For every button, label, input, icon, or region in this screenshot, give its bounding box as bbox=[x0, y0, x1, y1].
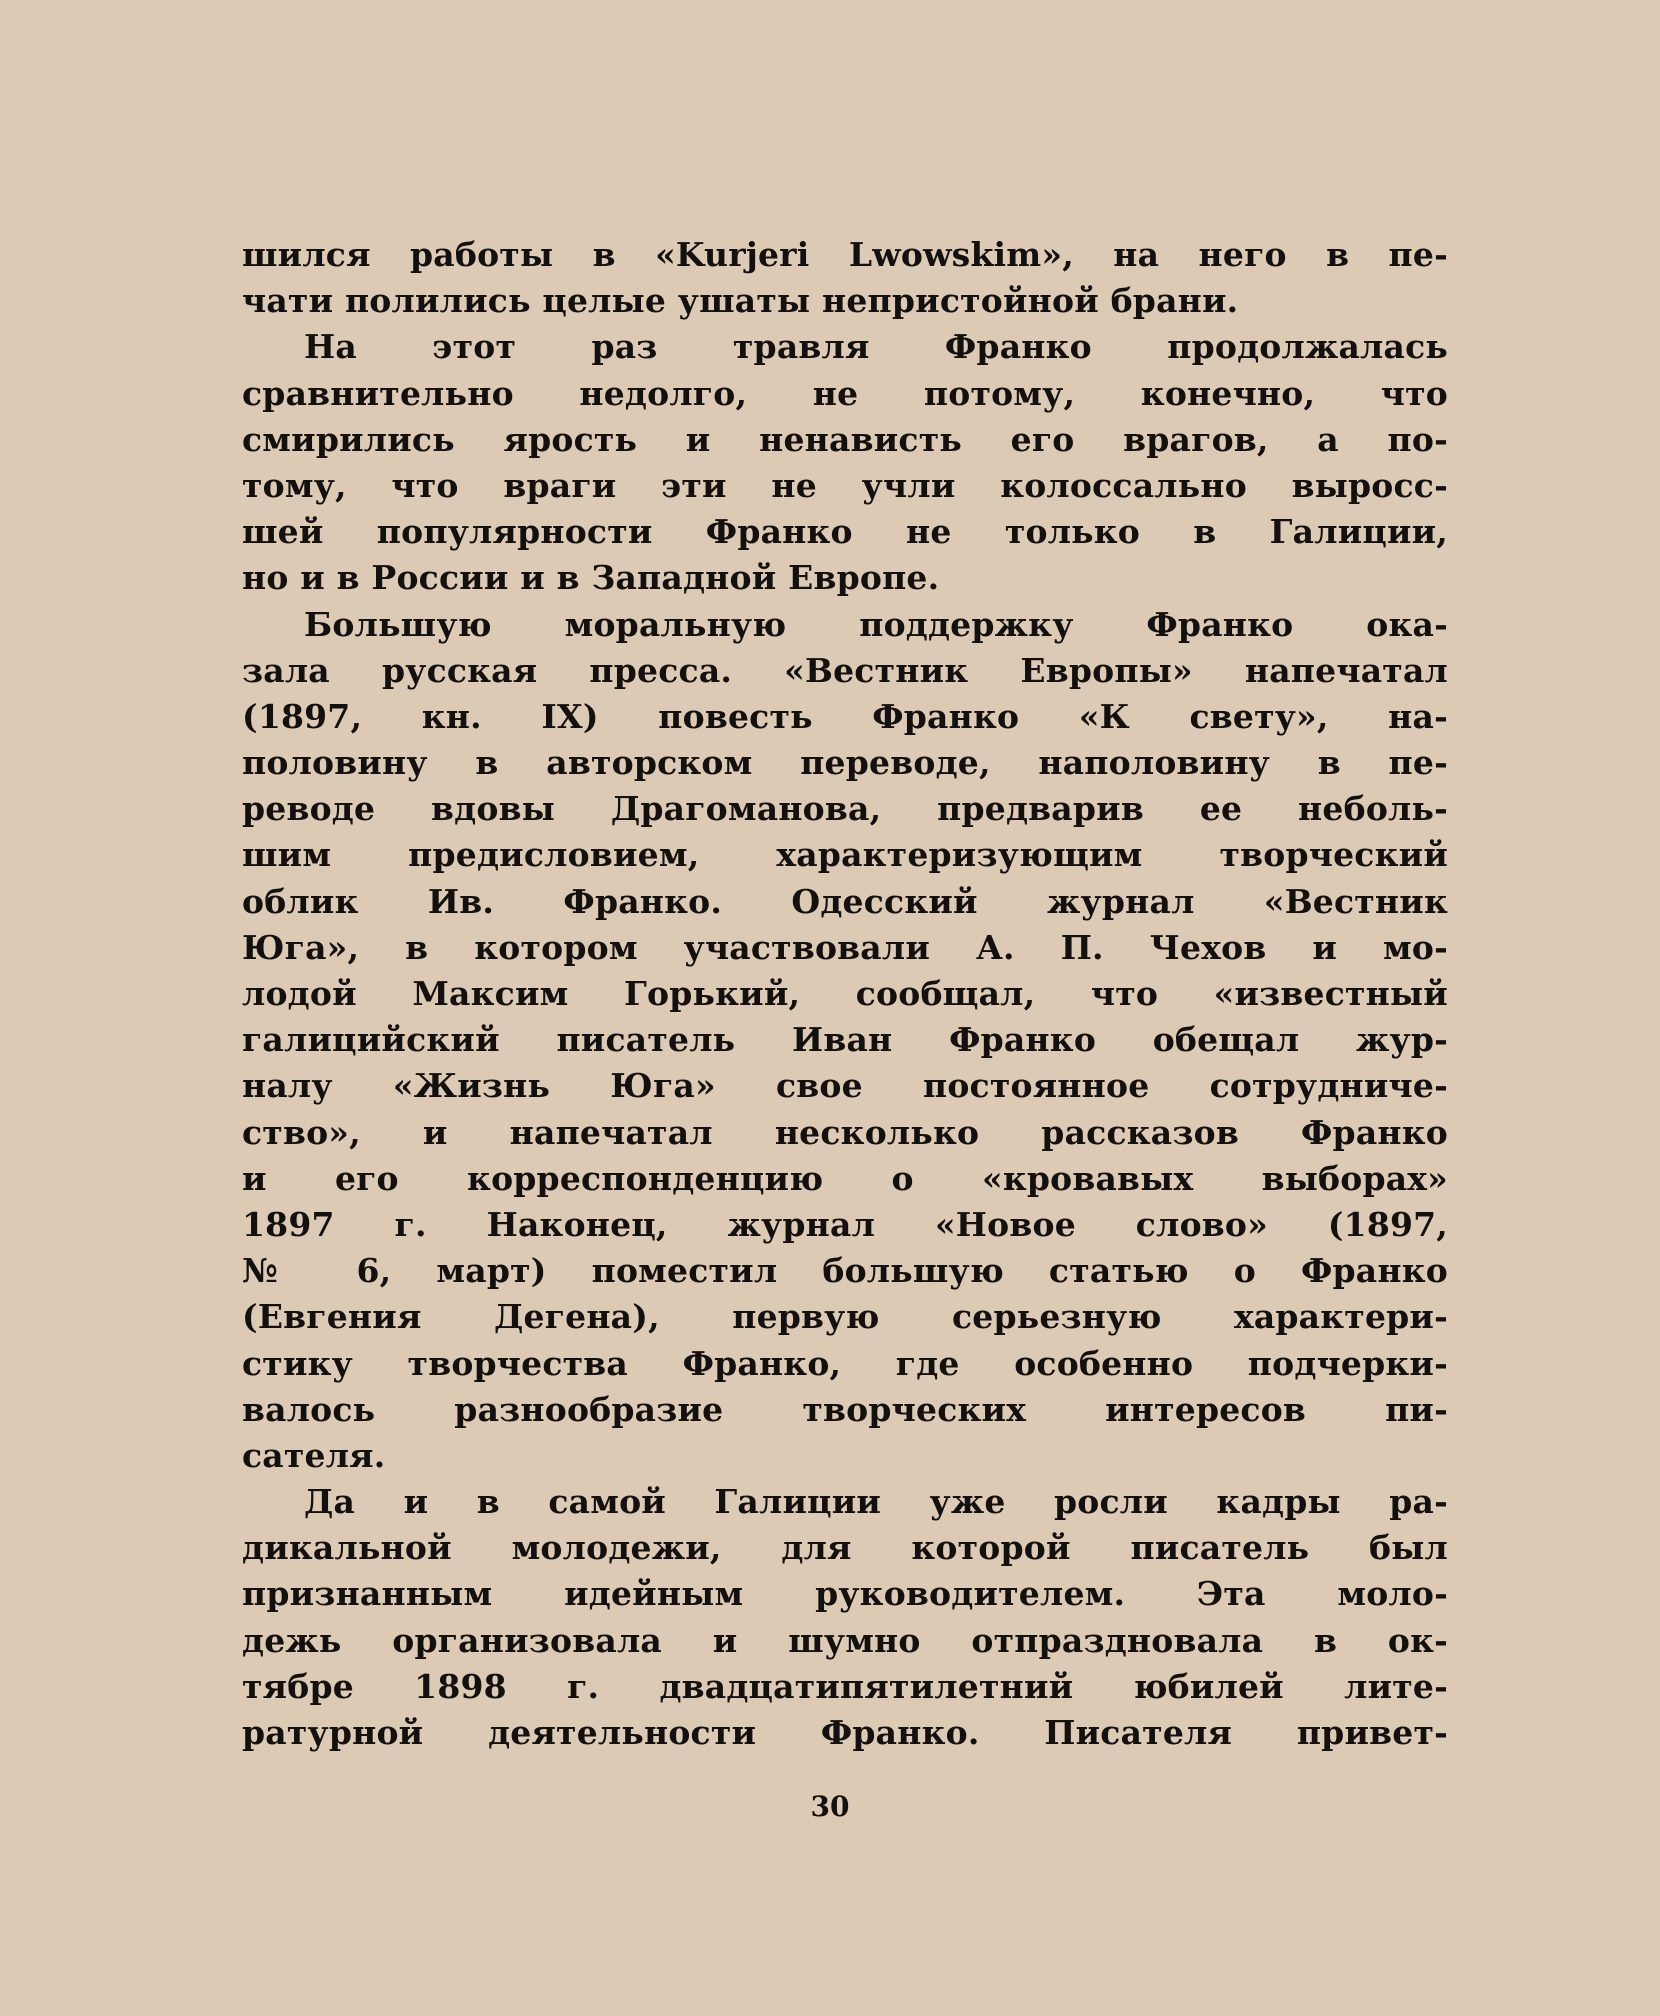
paragraph-2 bbox=[242, 324, 1448, 601]
text-line: Большую моральную поддержку Франко ока- bbox=[304, 604, 1448, 644]
paragraph-3 bbox=[242, 602, 1448, 1480]
paragraph-1 bbox=[242, 232, 1448, 324]
text-line: но и в России и в Западной Европе. bbox=[242, 558, 940, 598]
paragraph-4 bbox=[242, 1479, 1448, 1756]
text-line: зала русская пресса. «Вестник Европы» напечатал bbox=[242, 650, 1448, 690]
text-line: и его корреспонденцию о «кровавых выборах» bbox=[242, 1158, 1448, 1198]
text-line: сателя. bbox=[242, 1435, 386, 1475]
text-line: налу «Жизнь Юга» свое постоянное сотрудниче- bbox=[242, 1066, 1448, 1106]
text-line: ратурной деятельности Франко. Писателя привет- bbox=[242, 1713, 1448, 1752]
text-line: дикальной молодежи, для которой писатель был bbox=[242, 1528, 1448, 1568]
text-line: тому, что враги эти не учли колоссально выросс- bbox=[242, 465, 1448, 505]
text-line: стику творчества Франко, где особенно подчерки- bbox=[242, 1343, 1448, 1383]
text-line: 1897 г. Наконец, журнал «Новое слово» (1897, bbox=[242, 1204, 1448, 1244]
text-line: (Евгения Дегена), первую серьезную характери- bbox=[242, 1297, 1448, 1337]
text-line: № 6, март) поместил большую статью о Франко bbox=[242, 1251, 1448, 1291]
text-line: ство», и напечатал несколько рассказов Франко bbox=[242, 1112, 1448, 1152]
text-line: смирились ярость и ненависть его врагов, а по- bbox=[242, 419, 1448, 459]
text-line: тябре 1898 г. двадцатипятилетний юбилей лите- bbox=[242, 1666, 1448, 1706]
text-line: На этот раз травля Франко продолжалась bbox=[304, 327, 1448, 367]
text-line: облик Ив. Франко. Одесский журнал «Вестник bbox=[242, 881, 1448, 921]
body-text bbox=[242, 232, 1448, 1756]
text-line: шей популярности Франко не только в Галиции, bbox=[242, 512, 1448, 552]
text-line: шим предисловием, характеризующим творческий bbox=[242, 835, 1448, 875]
text-line: валось разнообразие творческих интересов пи- bbox=[242, 1389, 1448, 1429]
text-line: (1897, кн. IX) повесть Франко «К свету», на- bbox=[242, 696, 1448, 736]
text-line: сравнительно недолго, не потому, конечно, что bbox=[242, 373, 1448, 413]
text-line: Юга», в котором участвовали А. П. Чехов и мо- bbox=[242, 927, 1448, 967]
text-line: дежь организовала и шумно отпраздновала в ок- bbox=[242, 1620, 1448, 1660]
text-line: галицийский писатель Иван Франко обещал жур- bbox=[242, 1020, 1448, 1060]
text-line: Да и в самой Галиции уже росли кадры ра- bbox=[304, 1482, 1448, 1522]
text-line: половину в авторском переводе, наполовину в пе- bbox=[242, 743, 1448, 783]
text-line: реводе вдовы Драгоманова, предварив ее неболь- bbox=[242, 789, 1448, 829]
text-line: лодой Максим Горький, сообщал, что «известный bbox=[242, 974, 1448, 1013]
page-number: 30 bbox=[810, 1790, 850, 1823]
text-line: признанным идейным руководителем. Эта моло- bbox=[242, 1574, 1448, 1614]
text-line: чати полились целые ушаты непристойной брани. bbox=[242, 281, 1239, 321]
text-line: шился работы в «Kurjeri Lwowskim», на него в пе- bbox=[242, 235, 1448, 274]
